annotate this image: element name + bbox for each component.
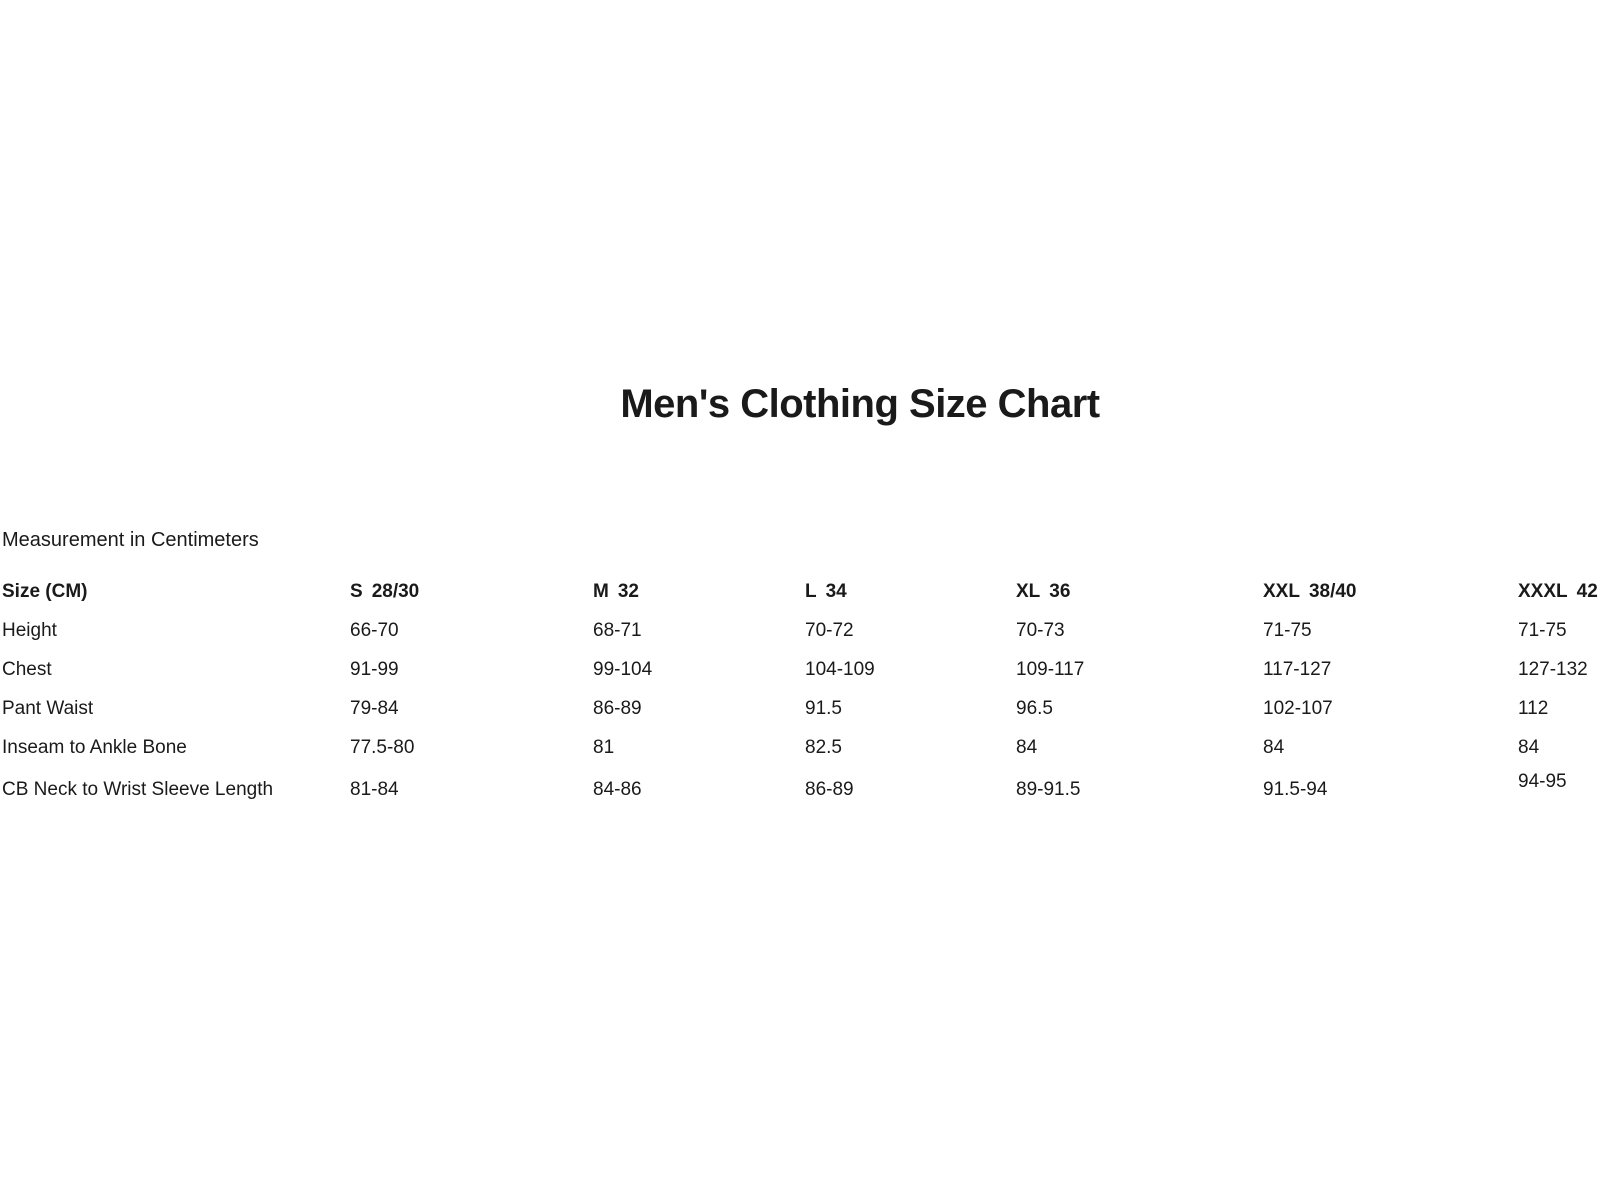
fit-label: 36	[1049, 581, 1071, 602]
table-cell-value: 94-95	[1518, 771, 1567, 792]
table-cell: 86-89	[805, 779, 854, 800]
row-label-cb-neck-sleeve: CB Neck to Wrist Sleeve Length	[2, 779, 274, 800]
table-cell: 68-71	[593, 620, 642, 641]
table-cell: 84	[1518, 737, 1540, 758]
row-label-inseam: Inseam to Ankle Bone	[2, 737, 187, 758]
column-header-s	[350, 572, 593, 611]
column-header-xxl	[1263, 572, 1518, 611]
table-cell: 112	[1518, 698, 1549, 719]
table-cell: 84-86	[593, 779, 642, 800]
table-cell: 109-117	[1016, 659, 1085, 680]
table-cell: 127-132	[1518, 659, 1588, 680]
table-cell: 89-91.5	[1016, 779, 1081, 800]
fit-label: 38/40	[1308, 581, 1357, 602]
table-cell: 71-75	[1263, 620, 1312, 641]
column-header-size-cm: Size (CM)	[2, 581, 88, 602]
size-label: XL	[1016, 581, 1041, 602]
table-cell: 104-109	[805, 659, 875, 680]
table-cell: 91.5-94	[1263, 779, 1328, 800]
table-cell: 91.5	[805, 698, 842, 719]
size-label: XXXL	[1518, 581, 1568, 602]
fit-label: 34	[825, 581, 847, 602]
fit-label: 42	[1576, 581, 1598, 602]
measurement-unit-note: Measurement in Centimeters	[2, 529, 259, 551]
column-header-xl	[1016, 572, 1263, 611]
row-label-height: Height	[2, 620, 57, 641]
table-cell: 102-107	[1263, 698, 1333, 719]
table-cell: 117-127	[1263, 659, 1332, 680]
table-cell: 99-104	[593, 659, 653, 680]
column-header-m	[593, 572, 805, 611]
table-cell: 81	[593, 737, 615, 758]
table-cell: 66-70	[350, 620, 399, 641]
fit-label: 32	[617, 581, 639, 602]
table-cell: 82.5	[805, 737, 842, 758]
table-cell	[1518, 767, 1600, 813]
size-label: M	[593, 581, 609, 602]
table-cell: 71-75	[1518, 620, 1567, 641]
table-cell: 77.5-80	[350, 737, 415, 758]
column-header-l	[805, 572, 1016, 611]
table-cell: 79-84	[350, 698, 399, 719]
size-table	[2, 572, 1600, 813]
size-label: XXL	[1263, 581, 1300, 602]
table-cell: 96.5	[1016, 698, 1053, 719]
fit-label: 28/30	[371, 581, 420, 602]
table-cell: 86-89	[593, 698, 642, 719]
table-cell: 81-84	[350, 779, 399, 800]
table-cell: 84	[1263, 737, 1285, 758]
table-cell: 91-99	[350, 659, 399, 680]
size-label: S	[350, 581, 363, 602]
table-cell: 70-73	[1016, 620, 1065, 641]
table-cell: 84	[1016, 737, 1038, 758]
row-label-pant-waist: Pant Waist	[2, 698, 94, 719]
table-cell: 70-72	[805, 620, 854, 641]
page-title: Men's Clothing Size Chart	[620, 382, 1100, 426]
row-label-chest: Chest	[2, 659, 52, 680]
column-header-xxxl	[1518, 572, 1600, 611]
size-label: L	[805, 581, 817, 602]
